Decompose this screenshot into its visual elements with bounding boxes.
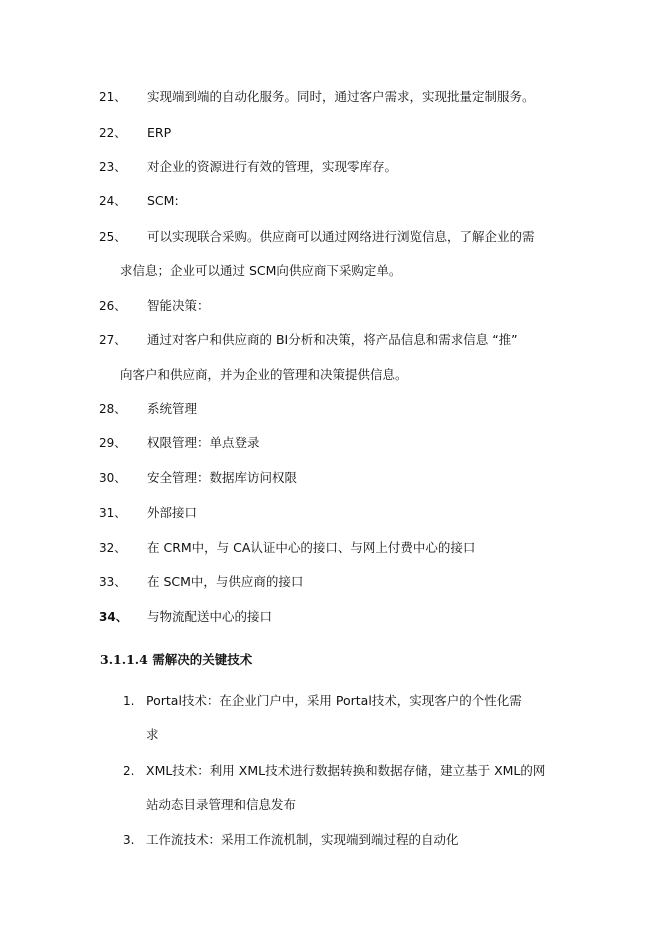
ordered-item-number: 3.: [123, 833, 135, 847]
item-number: 27、: [99, 333, 127, 347]
item-number: 31、: [99, 506, 127, 520]
list-item-continuation: [0, 260, 662, 282]
ordered-list-item: [0, 760, 662, 782]
item-number: 24、: [99, 194, 127, 208]
list-item: [0, 606, 662, 628]
item-text: ERP: [147, 125, 172, 140]
list-item: [0, 226, 662, 248]
item-text: 外部接口: [147, 505, 198, 520]
item-number: 26、: [99, 299, 127, 313]
ordered-list-item: [0, 690, 662, 712]
list-item: [0, 122, 662, 144]
section-heading: 3.1.1.4 需解决的关键技术: [100, 652, 253, 667]
item-text: 通过对客户和供应商的 BI分析和决策，将产品信息和需求信息 “推”: [147, 332, 518, 347]
item-text: 权限管理：单点登录: [147, 435, 260, 450]
item-number: 21、: [99, 90, 127, 104]
item-number: 30、: [99, 471, 127, 485]
list-item: [0, 398, 662, 420]
item-text: 在 SCM中，与供应商的接口: [147, 574, 304, 589]
item-text: 在 CRM中，与 CA认证中心的接口、与网上付费中心的接口: [147, 540, 476, 555]
item-continuation-text: 向客户和供应商，并为企业的管理和决策提供信息。: [120, 367, 408, 382]
item-text: 可以实现联合采购。供应商可以通过网络进行浏览信息，了解企业的需: [147, 229, 535, 244]
item-number: 25、: [99, 230, 127, 244]
list-item-continuation: [0, 364, 662, 386]
item-number: 28、: [99, 402, 127, 416]
ordered-list-item-continuation: [0, 724, 662, 746]
item-text: 实现端到端的自动化服务。同时，通过客户需求，实现批量定制服务。: [147, 89, 535, 104]
ordered-list-item: [0, 829, 662, 851]
list-item: [0, 329, 662, 351]
list-item: [0, 432, 662, 454]
item-number: 22、: [99, 126, 127, 140]
list-item: [0, 571, 662, 593]
list-item: [0, 295, 662, 317]
ordered-item-text: Portal技术：在企业门户中，采用 Portal技术，实现客户的个性化需: [146, 693, 522, 708]
ordered-item-continuation-text: 求: [146, 727, 159, 742]
item-number: 32、: [99, 541, 127, 555]
item-text: 系统管理: [147, 401, 198, 416]
list-item: [0, 537, 662, 559]
item-continuation-text: 求信息；企业可以通过 SCM向供应商下采购定单。: [120, 263, 402, 278]
list-item: [0, 190, 662, 212]
ordered-list-item-continuation: [0, 794, 662, 816]
ordered-item-number: 2.: [123, 764, 135, 778]
list-item: [0, 156, 662, 178]
item-text: 与物流配送中心的接口: [147, 609, 273, 624]
ordered-item-continuation-text: 站动态目录管理和信息发布: [146, 797, 297, 812]
item-number: 33、: [99, 575, 127, 589]
list-item: [0, 502, 662, 524]
item-text: SCM:: [147, 193, 179, 208]
list-item: [0, 467, 662, 489]
item-text: 安全管理：数据库访问权限: [147, 470, 298, 485]
ordered-item-number: 1.: [123, 694, 135, 708]
item-number: 34、: [99, 610, 128, 624]
ordered-item-text: 工作流技术：采用工作流机制，实现端到端过程的自动化: [146, 832, 459, 847]
item-text: 对企业的资源进行有效的管理，实现零库存。: [147, 159, 398, 174]
item-number: 23、: [99, 160, 127, 174]
list-item: [0, 86, 662, 108]
item-text: 智能决策：: [147, 298, 210, 313]
ordered-item-text: XML技术：利用 XML技术进行数据转换和数据存储，建立基于 XML的网: [146, 763, 546, 778]
item-number: 29、: [99, 436, 127, 450]
